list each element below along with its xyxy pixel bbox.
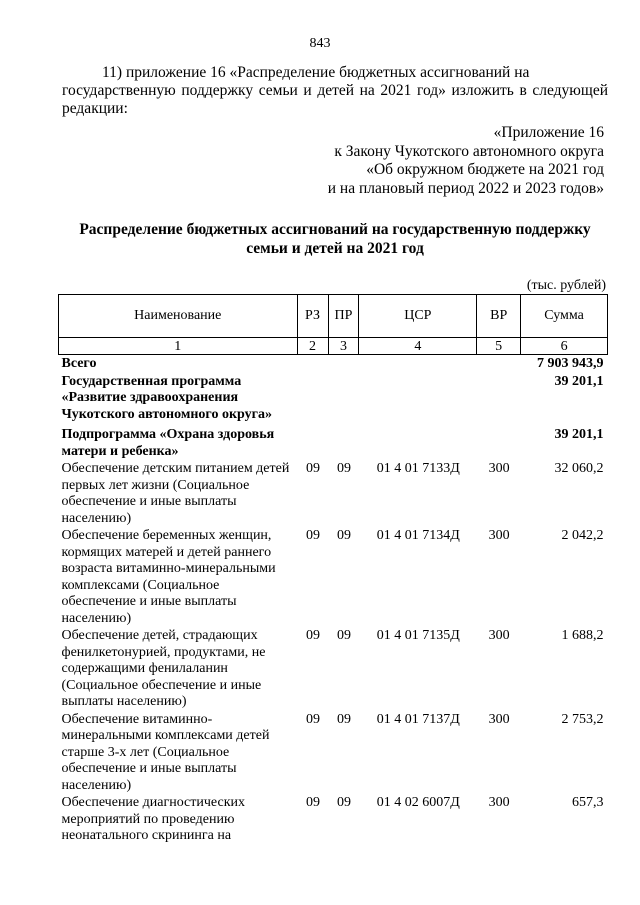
row-pr: 09 bbox=[336, 795, 351, 810]
row-name: Государственная программа «Развитие здравоохранения Чукотского автономного округа» bbox=[61, 373, 272, 422]
annex-line-2: к Закону Чукотского автономного округа bbox=[334, 142, 604, 160]
row-rz bbox=[297, 423, 328, 460]
row-csr bbox=[359, 423, 477, 460]
row-csr: 01 4 01 7137Д bbox=[376, 711, 460, 727]
annex-line-3: «Об окружном бюджете на 2021 год bbox=[366, 161, 604, 178]
budget-table bbox=[58, 294, 608, 845]
intro-paragraph bbox=[62, 64, 608, 118]
row-rz: 09 bbox=[306, 795, 321, 810]
row-csr: 01 4 01 7135Д bbox=[376, 628, 460, 643]
row-vr: 300 bbox=[488, 461, 510, 476]
annex-line-4: и на плановый период 2022 и 2023 годов» bbox=[327, 179, 604, 197]
page-number: 843 bbox=[309, 36, 331, 51]
intro-rest: государственную поддержку семьи и детей на 2021 год» изложить в следующей редакции: bbox=[62, 82, 608, 117]
units-note: (тыс. рублей) bbox=[526, 278, 606, 293]
column-number: 1 bbox=[59, 338, 298, 355]
row-sum: 32 060,2 bbox=[554, 461, 604, 476]
column-number: 5 bbox=[477, 338, 521, 355]
table-row-total bbox=[59, 355, 608, 373]
row-vr: 300 bbox=[488, 528, 510, 543]
row-rz bbox=[297, 373, 328, 424]
row-csr: 01 4 02 6007Д bbox=[376, 795, 460, 810]
table-title bbox=[62, 220, 608, 258]
table-row-subprogram bbox=[59, 423, 608, 460]
row-pr: 09 bbox=[336, 711, 351, 727]
table-row bbox=[59, 527, 608, 627]
annex-heading bbox=[284, 124, 604, 198]
row-sum: 2 753,2 bbox=[561, 711, 604, 727]
row-rz: 09 bbox=[306, 711, 321, 727]
row-sum: 1 688,2 bbox=[561, 628, 604, 643]
row-sum: 39 201,1 bbox=[554, 427, 604, 442]
table-row bbox=[59, 794, 608, 845]
row-rz bbox=[297, 355, 328, 373]
row-rz: 09 bbox=[306, 628, 321, 643]
column-number: 4 bbox=[359, 338, 477, 355]
row-name: Подпрограмма «Охрана здоровья матери и ребенка» bbox=[61, 427, 275, 459]
table-row bbox=[59, 460, 608, 527]
row-sum: 7 903 943,9 bbox=[537, 356, 604, 371]
table-row-program bbox=[59, 373, 608, 424]
table-row bbox=[59, 711, 608, 795]
table-title-line-1: Распределение бюджетных ассигнований на государственную поддержку bbox=[79, 221, 591, 238]
row-name: Обеспечение беременных женщин, кормящих матерей и детей раннего возраста витаминно-минеральными комплексами (Социальное обеспечение и иные выплаты населению) bbox=[61, 528, 276, 626]
row-vr: 300 bbox=[488, 795, 510, 810]
column-number: 2 bbox=[297, 338, 328, 355]
column-number-row bbox=[59, 338, 608, 355]
row-pr: 09 bbox=[336, 628, 351, 643]
header-csr: ЦСР bbox=[359, 295, 477, 338]
header-pr: ПР bbox=[328, 295, 359, 338]
row-vr bbox=[477, 355, 521, 373]
header-rz: РЗ bbox=[297, 295, 328, 338]
row-name: Обеспечение детским питанием детей первых лет жизни (Социальное обеспечение и иные выплаты населению) bbox=[61, 461, 290, 526]
row-sum: 2 042,2 bbox=[561, 528, 604, 543]
row-vr: 300 bbox=[488, 711, 510, 727]
row-pr bbox=[328, 423, 359, 460]
table-row bbox=[59, 627, 608, 711]
row-vr bbox=[477, 373, 521, 424]
header-name: Наименование bbox=[59, 295, 298, 338]
header-sum: Сумма bbox=[521, 295, 608, 338]
row-csr: 01 4 01 7134Д bbox=[376, 528, 460, 543]
column-number: 3 bbox=[328, 338, 359, 355]
row-sum: 657,3 bbox=[572, 795, 604, 810]
table-title-line-2: семьи и детей на 2021 год bbox=[246, 240, 424, 257]
row-rz: 09 bbox=[306, 461, 321, 476]
row-rz: 09 bbox=[306, 528, 321, 543]
row-pr: 09 bbox=[336, 461, 351, 476]
row-csr bbox=[359, 355, 477, 373]
row-name: Всего bbox=[61, 356, 97, 371]
row-pr bbox=[328, 373, 359, 424]
row-vr: 300 bbox=[488, 628, 510, 643]
row-name: Обеспечение витаминно-минеральными комплексами детей старше 3-х лет (Социальное обеспечение и иные выплаты населению) bbox=[61, 711, 270, 793]
table-header-row bbox=[59, 295, 608, 338]
column-number: 6 bbox=[521, 338, 608, 355]
row-csr bbox=[359, 373, 477, 424]
row-name: Обеспечение диагностических мероприятий по проведению неонатального скрининга на bbox=[61, 795, 245, 843]
row-pr bbox=[328, 355, 359, 373]
annex-line-1: «Приложение 16 bbox=[493, 124, 604, 141]
header-vr: ВР bbox=[477, 295, 521, 338]
row-name: Обеспечение детей, страдающих фенилкетонурией, продуктами, не содержащими фенилаланин (Социальное обеспечение и иные выплаты населению) bbox=[61, 628, 266, 709]
row-sum: 39 201,1 bbox=[554, 373, 604, 389]
row-csr: 01 4 01 7133Д bbox=[376, 461, 460, 476]
row-pr: 09 bbox=[336, 528, 351, 543]
row-vr bbox=[477, 423, 521, 460]
intro-line-1: 11) приложение 16 «Распределение бюджетных ассигнований на bbox=[102, 64, 530, 81]
